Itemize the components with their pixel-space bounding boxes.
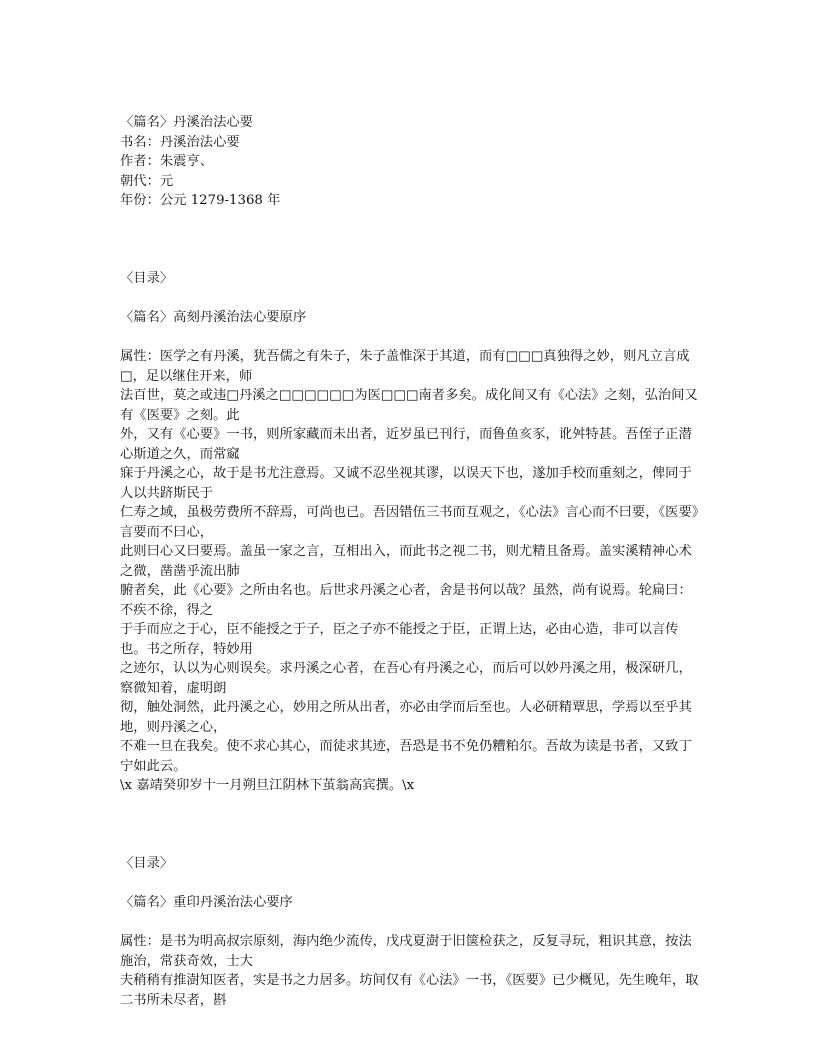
body-line: 寐于丹溪之心，故于是书尤注意焉。又诚不忍坐视其谬，以误天下也，遂加手校而重刻之，俾同于人以共跻斯民于 [120,466,692,501]
body-line: 腑者矣，此《心要》之所由名也。后世求丹溪之心者，舍是书何以哉？虽然，尚有说焉。轮扁曰：不疾不徐，得之 [120,583,692,618]
body-line: 于手而应之于心，臣不能授之于子，臣之子亦不能授之于臣，正谓上达，必由心造，非可以言传也。书之所存，特妙用 [120,622,679,657]
section-body [120,347,705,796]
body-line: 彻，触处洞然，此丹溪之心，妙用之所从出者，亦必由学而后至也。人必研精覃思，学焉以至乎其地，则丹溪之心， [120,700,692,735]
body-line: 仁寿之域，虽极劳费所不辞焉，可尚也已。吾因错伍三书而互观之，《心法》言心而不曰要，《医要》言要而不曰心， [120,505,699,540]
body-line: 之迹尔，认以为心则误矣。求丹溪之心者，在吾心有丹溪之心，而后可以妙丹溪之用，极深研几，察微知着，虚明朗 [120,661,692,696]
body-line: 法百世，莫之或违□丹溪之□□□□□□为医□□□南者多矣。成化间又有《心法》之刻，弘治间又有《医要》之刻。此 [120,388,698,423]
section-body [120,932,705,1010]
dynasty-line: 朝代：元 [120,173,174,189]
year-line: 年份：公元 1279-1368 年 [120,193,281,208]
body-line: 不难一旦在我矣。使不求心其心，而徒求其迹，吾恐是书不免仍糟粕尔。吾故为读是书者，又致丁宁如此云。 [120,739,692,774]
author-line: 作者：朱震亨、 [120,154,214,169]
toc-label: 〈目录〉 [120,856,174,871]
toc-label: 〈目录〉 [120,271,174,286]
body-line: 外，又有《心要》一书，则所家藏而未出者，近岁虽已刊行，而鲁鱼亥豕，讹舛特甚。吾侄子正潜心斯道之久，而常窳 [120,427,692,462]
book-name-line: 书名：丹溪治法心要 [120,134,240,150]
chapter-title-line: 〈篇名〉丹溪治法心要 [120,115,253,130]
signature-line: \x 嘉靖癸卯岁十一月朔旦江阴林下茧翁高宾撰。\x [120,778,415,793]
section-title: 〈篇名〉重印丹溪治法心要序 [120,895,293,910]
section-title: 〈篇名〉高刻丹溪治法心要原序 [120,310,307,325]
document-page [120,113,705,1010]
body-line: 属性：医学之有丹溪，犹吾儒之有朱子，朱子盖惟深于其道，而有□□□真独得之妙，则凡立言成□，足以继住开来，师 [120,349,690,384]
body-line: 此则曰心又曰要焉。盖虽一家之言，互相出入，而此书之视二书，则尤精且备焉。盖实溪精神心术之微，凿凿乎流出肺 [120,544,692,579]
body-line: 夫稍稍有推澍知医者，实是书之力居多。坊间仅有《心法》一书，《医要》已少概见，先生晚年，取二书所未尽者，斟 [120,973,699,1008]
body-line: 属性：是书为明高叔宗原刻，海内绝少流传，戊戌夏澍于旧箧检获之，反复寻玩，粗识其意，按法施治，常获奇效，士大 [120,934,692,969]
